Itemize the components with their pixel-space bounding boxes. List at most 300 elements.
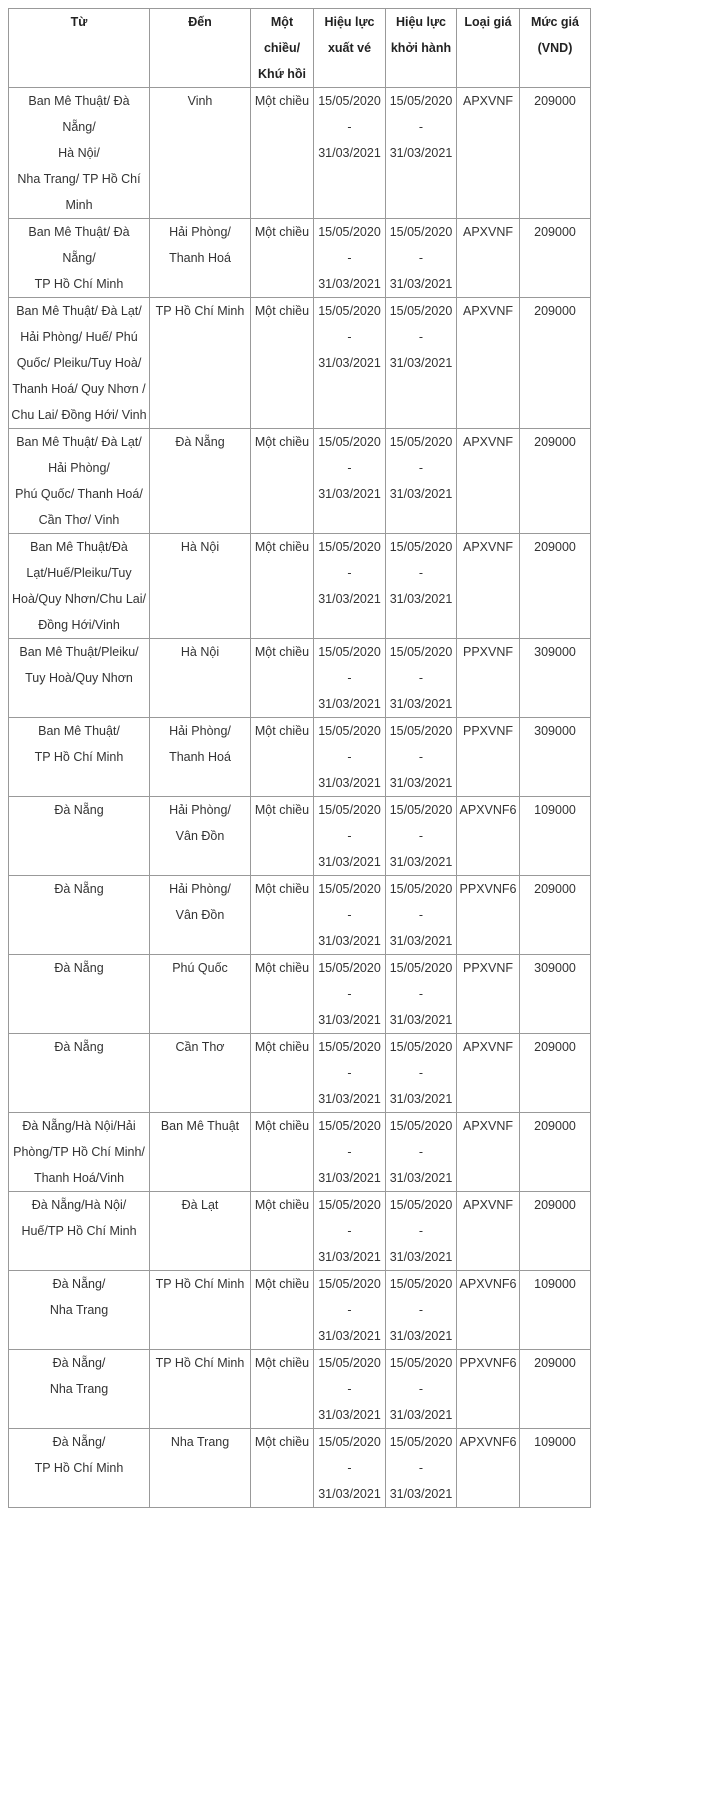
cell-to [150, 1034, 251, 1113]
cell-fare-type-text: APXVNF [462, 304, 513, 318]
cell-issue-validity-line: 15/05/2020 [318, 1198, 381, 1212]
cell-departure-validity-line: 15/05/2020 [389, 304, 453, 318]
table-row [9, 1034, 591, 1113]
cell-departure-validity [386, 88, 457, 219]
cell-trip-type-text: Một chiều [254, 961, 310, 975]
cell-from [9, 534, 150, 639]
header-text: Khứ hồi [258, 67, 306, 81]
cell-departure-validity-line: - [418, 251, 424, 265]
cell-departure-validity [386, 1192, 457, 1271]
cell-from-line: Đà Nẵng [54, 961, 104, 975]
cell-issue-validity-line: 31/03/2021 [318, 934, 381, 948]
cell-to-line: Vân Đồn [175, 908, 225, 922]
cell-fare-type [457, 639, 520, 718]
cell-departure-validity-line: - [418, 750, 424, 764]
cell-from [9, 88, 150, 219]
cell-to-line: Hà Nội [180, 540, 220, 554]
cell-departure-validity-line: 31/03/2021 [389, 356, 453, 370]
cell-departure-validity-line: - [418, 987, 424, 1001]
cell-to-line: Nha Trang [170, 1435, 230, 1449]
cell-to [150, 219, 251, 298]
table-row [9, 876, 591, 955]
cell-fare-type [457, 534, 520, 639]
cell-to-line: Ban Mê Thuật [160, 1119, 240, 1133]
cell-trip-type [251, 876, 314, 955]
table-row [9, 1350, 591, 1429]
cell-departure-validity-line: - [418, 120, 424, 134]
cell-trip-type [251, 298, 314, 429]
cell-issue-validity [314, 955, 386, 1034]
cell-issue-validity-line: 31/03/2021 [318, 1013, 381, 1027]
cell-issue-validity [314, 429, 386, 534]
cell-trip-type [251, 1429, 314, 1508]
cell-fare-type-text: PPXVNF [462, 961, 513, 975]
table-row [9, 955, 591, 1034]
cell-to [150, 1113, 251, 1192]
cell-from-line: Đà Nẵng/ [52, 1435, 106, 1449]
cell-from-line: Phú Quốc/ Thanh Hoá/ [15, 487, 143, 501]
table-row [9, 639, 591, 718]
cell-to [150, 88, 251, 219]
cell-trip-type-text: Một chiều [254, 882, 310, 896]
cell-price [520, 1113, 591, 1192]
cell-fare-type [457, 955, 520, 1034]
table-row [9, 1113, 591, 1192]
cell-to [150, 1192, 251, 1271]
cell-departure-validity-line: - [418, 1382, 424, 1396]
cell-from-line: Ban Mê Thuật/ [38, 724, 120, 738]
cell-departure-validity-line: 15/05/2020 [389, 1198, 453, 1212]
cell-price-text: 209000 [534, 882, 576, 896]
cell-to [150, 429, 251, 534]
cell-trip-type-text: Một chiều [254, 1119, 310, 1133]
cell-from-line: Đà Nẵng [54, 803, 104, 817]
cell-to-line: Hải Phòng/ [169, 225, 231, 239]
cell-departure-validity-line: 31/03/2021 [389, 855, 453, 869]
cell-trip-type-text: Một chiều [254, 645, 310, 659]
header-text: Loại giá [464, 15, 512, 29]
table-row [9, 718, 591, 797]
cell-from [9, 1350, 150, 1429]
cell-to-line: Phú Quốc [172, 961, 228, 975]
cell-trip-type [251, 1034, 314, 1113]
cell-trip-type-text: Một chiều [254, 1040, 310, 1054]
cell-issue-validity-line: 31/03/2021 [318, 1250, 381, 1264]
cell-departure-validity [386, 429, 457, 534]
cell-issue-validity-line: 15/05/2020 [318, 1435, 381, 1449]
cell-price [520, 797, 591, 876]
header-text: Một chiều/ [263, 15, 301, 55]
cell-price [520, 718, 591, 797]
cell-to-line: Đà Lạt [181, 1198, 219, 1212]
cell-from [9, 429, 150, 534]
cell-issue-validity-line: 31/03/2021 [318, 592, 381, 606]
cell-from [9, 718, 150, 797]
cell-from-line: Hoà/Quy Nhơn/Chu Lai/ [12, 592, 146, 606]
cell-from-line: Hải Phòng/ [48, 461, 110, 475]
table-row [9, 1271, 591, 1350]
cell-issue-validity-line: - [347, 750, 352, 764]
cell-issue-validity-line: 15/05/2020 [318, 94, 381, 108]
cell-issue-validity-line: - [347, 1145, 352, 1159]
cell-to [150, 955, 251, 1034]
cell-fare-type [457, 298, 520, 429]
cell-issue-validity-line: 15/05/2020 [318, 1356, 381, 1370]
cell-to [150, 876, 251, 955]
cell-fare-type-text: APXVNF [462, 94, 513, 108]
cell-to [150, 718, 251, 797]
header-issue-validity [314, 9, 386, 88]
header-fare-type [457, 9, 520, 88]
cell-to-line: Hà Nội [180, 645, 220, 659]
cell-from-line: Đà Nẵng/ [52, 1356, 106, 1370]
cell-from-line: Thanh Hoá/Vinh [33, 1171, 125, 1185]
cell-price-text: 309000 [534, 961, 576, 975]
cell-trip-type-text: Một chiều [254, 803, 310, 817]
cell-price-text: 209000 [534, 1198, 576, 1212]
cell-fare-type [457, 1113, 520, 1192]
cell-from-line: Minh [65, 198, 93, 212]
cell-fare-type-text: PPXVNF6 [459, 882, 517, 896]
cell-fare-type [457, 219, 520, 298]
cell-issue-validity-line: 31/03/2021 [318, 1329, 381, 1343]
header-row [9, 9, 591, 88]
cell-price-text: 209000 [534, 94, 576, 108]
cell-from [9, 1034, 150, 1113]
cell-issue-validity-line: - [347, 1382, 352, 1396]
cell-departure-validity-line: - [418, 1066, 424, 1080]
cell-price-text: 209000 [534, 1356, 576, 1370]
cell-price-text: 309000 [534, 724, 576, 738]
cell-issue-validity-line: 31/03/2021 [318, 277, 381, 291]
cell-issue-validity-line: - [347, 1224, 352, 1238]
cell-issue-validity-line: 15/05/2020 [318, 1119, 381, 1133]
fare-table [8, 8, 591, 1508]
cell-departure-validity [386, 955, 457, 1034]
cell-departure-validity-line: 31/03/2021 [389, 1329, 453, 1343]
cell-departure-validity-line: - [418, 1224, 424, 1238]
cell-trip-type-text: Một chiều [254, 304, 310, 318]
cell-issue-validity-line: 15/05/2020 [318, 645, 381, 659]
cell-from-line: Ban Mê Thuật/Pleiku/ [19, 645, 139, 659]
cell-from [9, 1113, 150, 1192]
cell-from-line: Phòng/TP Hồ Chí Minh/ [13, 1145, 145, 1159]
cell-fare-type [457, 718, 520, 797]
cell-from [9, 1429, 150, 1508]
cell-price [520, 1271, 591, 1350]
cell-departure-validity-line: 31/03/2021 [389, 776, 453, 790]
cell-from-line: Quốc/ Pleiku/Tuy Hoà/ [16, 356, 142, 370]
cell-from [9, 298, 150, 429]
cell-issue-validity-line: 31/03/2021 [318, 146, 381, 160]
cell-from-line: Chu Lai/ Đồng Hới/ Vinh [11, 408, 147, 422]
cell-to-line: Vinh [187, 94, 213, 108]
cell-departure-validity [386, 1113, 457, 1192]
cell-from-line: Đà Nẵng/Hà Nội/ [31, 1198, 127, 1212]
cell-departure-validity-line: 15/05/2020 [389, 1040, 453, 1054]
cell-from-line: Huế/TP Hồ Chí Minh [21, 1224, 137, 1238]
header-price [520, 9, 591, 88]
cell-from-line: Đà Nẵng [54, 1040, 104, 1054]
cell-issue-validity-line: 15/05/2020 [318, 961, 381, 975]
cell-issue-validity-line: 15/05/2020 [318, 435, 381, 449]
cell-to-line: Thanh Hoá [169, 750, 231, 764]
cell-trip-type-text: Một chiều [254, 225, 310, 239]
cell-price-text: 209000 [534, 435, 576, 449]
cell-trip-type-text: Một chiều [254, 540, 310, 554]
cell-to-line: TP Hồ Chí Minh [155, 304, 245, 318]
cell-fare-type-text: APXVNF6 [459, 1277, 517, 1291]
cell-issue-validity-line: - [347, 987, 352, 1001]
cell-from [9, 955, 150, 1034]
cell-trip-type [251, 88, 314, 219]
cell-price [520, 639, 591, 718]
cell-departure-validity [386, 219, 457, 298]
cell-trip-type-text: Một chiều [254, 1198, 310, 1212]
cell-issue-validity [314, 876, 386, 955]
cell-to [150, 534, 251, 639]
cell-issue-validity-line: - [347, 1461, 352, 1475]
cell-issue-validity-line: - [347, 829, 352, 843]
cell-departure-validity-line: 31/03/2021 [389, 1250, 453, 1264]
cell-departure-validity-line: 31/03/2021 [389, 1092, 453, 1106]
cell-from-line: Lạt/Huế/Pleiku/Tuy [26, 566, 132, 580]
cell-issue-validity [314, 88, 386, 219]
cell-trip-type [251, 429, 314, 534]
cell-fare-type-text: APXVNF [462, 225, 513, 239]
cell-issue-validity [314, 1192, 386, 1271]
cell-departure-validity-line: 15/05/2020 [389, 1356, 453, 1370]
cell-departure-validity-line: 15/05/2020 [389, 961, 453, 975]
cell-issue-validity-line: 31/03/2021 [318, 1408, 381, 1422]
cell-issue-validity [314, 219, 386, 298]
cell-issue-validity-line: - [347, 1066, 352, 1080]
cell-from-line: Đà Nẵng [54, 882, 104, 896]
cell-trip-type [251, 1192, 314, 1271]
cell-trip-type [251, 797, 314, 876]
cell-price-text: 109000 [534, 1277, 576, 1291]
header-text: Từ [70, 15, 88, 29]
cell-trip-type [251, 1271, 314, 1350]
table-row [9, 298, 591, 429]
cell-departure-validity [386, 298, 457, 429]
cell-issue-validity-line: 31/03/2021 [318, 697, 381, 711]
cell-from-line: Ban Mê Thuật/ Đà Lạt/ [16, 304, 142, 318]
cell-departure-validity-line: 31/03/2021 [389, 592, 453, 606]
cell-fare-type-text: PPXVNF6 [459, 1356, 517, 1370]
cell-to [150, 1271, 251, 1350]
cell-from-line: TP Hồ Chí Minh [34, 750, 124, 764]
cell-departure-validity-line: 15/05/2020 [389, 1119, 453, 1133]
cell-trip-type-text: Một chiều [254, 435, 310, 449]
header-from [9, 9, 150, 88]
cell-from-line: Nha Trang/ TP Hồ Chí [17, 172, 141, 186]
header-trip-type [251, 9, 314, 88]
cell-issue-validity-line: 15/05/2020 [318, 803, 381, 817]
cell-departure-validity [386, 1034, 457, 1113]
cell-departure-validity-line: 15/05/2020 [389, 435, 453, 449]
cell-price-text: 209000 [534, 1040, 576, 1054]
cell-price [520, 1350, 591, 1429]
header-text: Đến [188, 15, 212, 29]
cell-to [150, 1429, 251, 1508]
header-text: Mức giá [531, 15, 579, 29]
cell-to-line: Hải Phòng/ [169, 724, 231, 738]
table-row [9, 534, 591, 639]
cell-to-line: Cần Thơ [175, 1040, 225, 1054]
cell-issue-validity-line: 31/03/2021 [318, 356, 381, 370]
header-text: Hiệu lực [395, 15, 447, 29]
cell-from-line: Đồng Hới/Vinh [38, 618, 120, 632]
cell-departure-validity [386, 718, 457, 797]
cell-from-line: Ban Mê Thuật/ Đà Nẵng/ [28, 94, 130, 134]
cell-from-line: Hải Phòng/ Huế/ Phú [20, 330, 138, 344]
cell-to-line: TP Hồ Chí Minh [155, 1356, 245, 1370]
header-text: xuất vé [327, 41, 372, 55]
cell-from-line: Ban Mê Thuật/ Đà Lạt/ [16, 435, 142, 449]
cell-issue-validity-line: - [347, 251, 352, 265]
cell-to-line: Đà Nẵng [175, 435, 225, 449]
table-row [9, 429, 591, 534]
cell-price [520, 1429, 591, 1508]
cell-trip-type [251, 219, 314, 298]
cell-from [9, 797, 150, 876]
cell-departure-validity-line: 15/05/2020 [389, 94, 453, 108]
header-text: (VND) [537, 41, 573, 55]
cell-from-line: Nha Trang [49, 1303, 109, 1317]
cell-departure-validity [386, 1271, 457, 1350]
cell-from-line: Cần Thơ/ Vinh [38, 513, 120, 527]
cell-from [9, 876, 150, 955]
cell-departure-validity-line: 31/03/2021 [389, 1171, 453, 1185]
cell-from-line: Ban Mê Thuật/ Đà Nẵng/ [28, 225, 130, 265]
cell-issue-validity-line: 15/05/2020 [318, 225, 381, 239]
cell-departure-validity [386, 797, 457, 876]
cell-departure-validity-line: 15/05/2020 [389, 803, 453, 817]
cell-issue-validity [314, 1113, 386, 1192]
table-row [9, 219, 591, 298]
cell-issue-validity [314, 534, 386, 639]
cell-trip-type-text: Một chiều [254, 1277, 310, 1291]
cell-to-line: TP Hồ Chí Minh [155, 1277, 245, 1291]
cell-from-line: Đà Nẵng/Hà Nội/Hải [22, 1119, 136, 1133]
cell-issue-validity-line: 15/05/2020 [318, 724, 381, 738]
cell-issue-validity [314, 1271, 386, 1350]
cell-departure-validity-line: - [418, 461, 424, 475]
cell-departure-validity-line: 15/05/2020 [389, 540, 453, 554]
cell-issue-validity-line: - [347, 330, 352, 344]
cell-fare-type [457, 876, 520, 955]
cell-trip-type-text: Một chiều [254, 724, 310, 738]
cell-from [9, 1192, 150, 1271]
cell-issue-validity-line: 31/03/2021 [318, 487, 381, 501]
table-row [9, 797, 591, 876]
cell-issue-validity-line: 31/03/2021 [318, 776, 381, 790]
table-row [9, 1429, 591, 1508]
cell-price [520, 955, 591, 1034]
cell-departure-validity [386, 639, 457, 718]
cell-issue-validity-line: - [347, 566, 352, 580]
cell-price-text: 109000 [534, 1435, 576, 1449]
cell-fare-type-text: PPXVNF [462, 645, 513, 659]
cell-price [520, 1034, 591, 1113]
cell-price [520, 429, 591, 534]
cell-departure-validity-line: 15/05/2020 [389, 882, 453, 896]
cell-from-line: Nha Trang [49, 1382, 109, 1396]
header-text: khởi hành [390, 41, 452, 55]
cell-issue-validity [314, 639, 386, 718]
cell-issue-validity-line: 31/03/2021 [318, 1171, 381, 1185]
cell-departure-validity-line: - [418, 671, 424, 685]
cell-trip-type [251, 1350, 314, 1429]
cell-fare-type [457, 1350, 520, 1429]
cell-to [150, 298, 251, 429]
cell-departure-validity [386, 534, 457, 639]
cell-departure-validity-line: - [418, 1303, 424, 1317]
cell-trip-type [251, 639, 314, 718]
cell-price [520, 219, 591, 298]
cell-from-line: TP Hồ Chí Minh [34, 1461, 124, 1475]
cell-departure-validity-line: 31/03/2021 [389, 1487, 453, 1501]
cell-issue-validity-line: 31/03/2021 [318, 1092, 381, 1106]
cell-issue-validity-line: 15/05/2020 [318, 1040, 381, 1054]
cell-price [520, 298, 591, 429]
cell-to-line: Hải Phòng/ [169, 882, 231, 896]
cell-to [150, 797, 251, 876]
cell-issue-validity-line: 15/05/2020 [318, 304, 381, 318]
cell-fare-type [457, 429, 520, 534]
cell-issue-validity [314, 1429, 386, 1508]
cell-issue-validity-line: - [347, 120, 352, 134]
table-row [9, 88, 591, 219]
cell-departure-validity-line: 15/05/2020 [389, 1435, 453, 1449]
cell-departure-validity-line: 31/03/2021 [389, 697, 453, 711]
cell-issue-validity-line: - [347, 671, 352, 685]
cell-trip-type [251, 1113, 314, 1192]
cell-fare-type-text: APXVNF [462, 1040, 513, 1054]
cell-departure-validity-line: - [418, 1461, 424, 1475]
cell-from-line: TP Hồ Chí Minh [34, 277, 124, 291]
cell-fare-type [457, 88, 520, 219]
cell-from-line: Hà Nội/ [58, 146, 100, 160]
cell-price-text: 209000 [534, 225, 576, 239]
cell-fare-type-text: APXVNF [462, 540, 513, 554]
cell-issue-validity-line: 31/03/2021 [318, 855, 381, 869]
cell-issue-validity [314, 1034, 386, 1113]
cell-departure-validity-line: 31/03/2021 [389, 1013, 453, 1027]
cell-fare-type-text: PPXVNF [462, 724, 513, 738]
cell-fare-type-text: APXVNF [462, 435, 513, 449]
cell-from-line: Ban Mê Thuật/Đà [30, 540, 128, 554]
cell-issue-validity-line: 15/05/2020 [318, 882, 381, 896]
cell-fare-type-text: APXVNF [462, 1198, 513, 1212]
cell-issue-validity [314, 298, 386, 429]
cell-price [520, 1192, 591, 1271]
cell-issue-validity-line: 31/03/2021 [318, 1487, 381, 1501]
cell-trip-type-text: Một chiều [254, 1435, 310, 1449]
header-to [150, 9, 251, 88]
cell-departure-validity-line: 31/03/2021 [389, 277, 453, 291]
cell-to-line: Vân Đồn [175, 829, 225, 843]
cell-price-text: 109000 [534, 803, 576, 817]
cell-price [520, 876, 591, 955]
cell-trip-type-text: Một chiều [254, 1356, 310, 1370]
cell-departure-validity [386, 1429, 457, 1508]
cell-from [9, 639, 150, 718]
cell-issue-validity [314, 1350, 386, 1429]
fare-table-body [9, 88, 591, 1508]
cell-departure-validity-line: 15/05/2020 [389, 724, 453, 738]
